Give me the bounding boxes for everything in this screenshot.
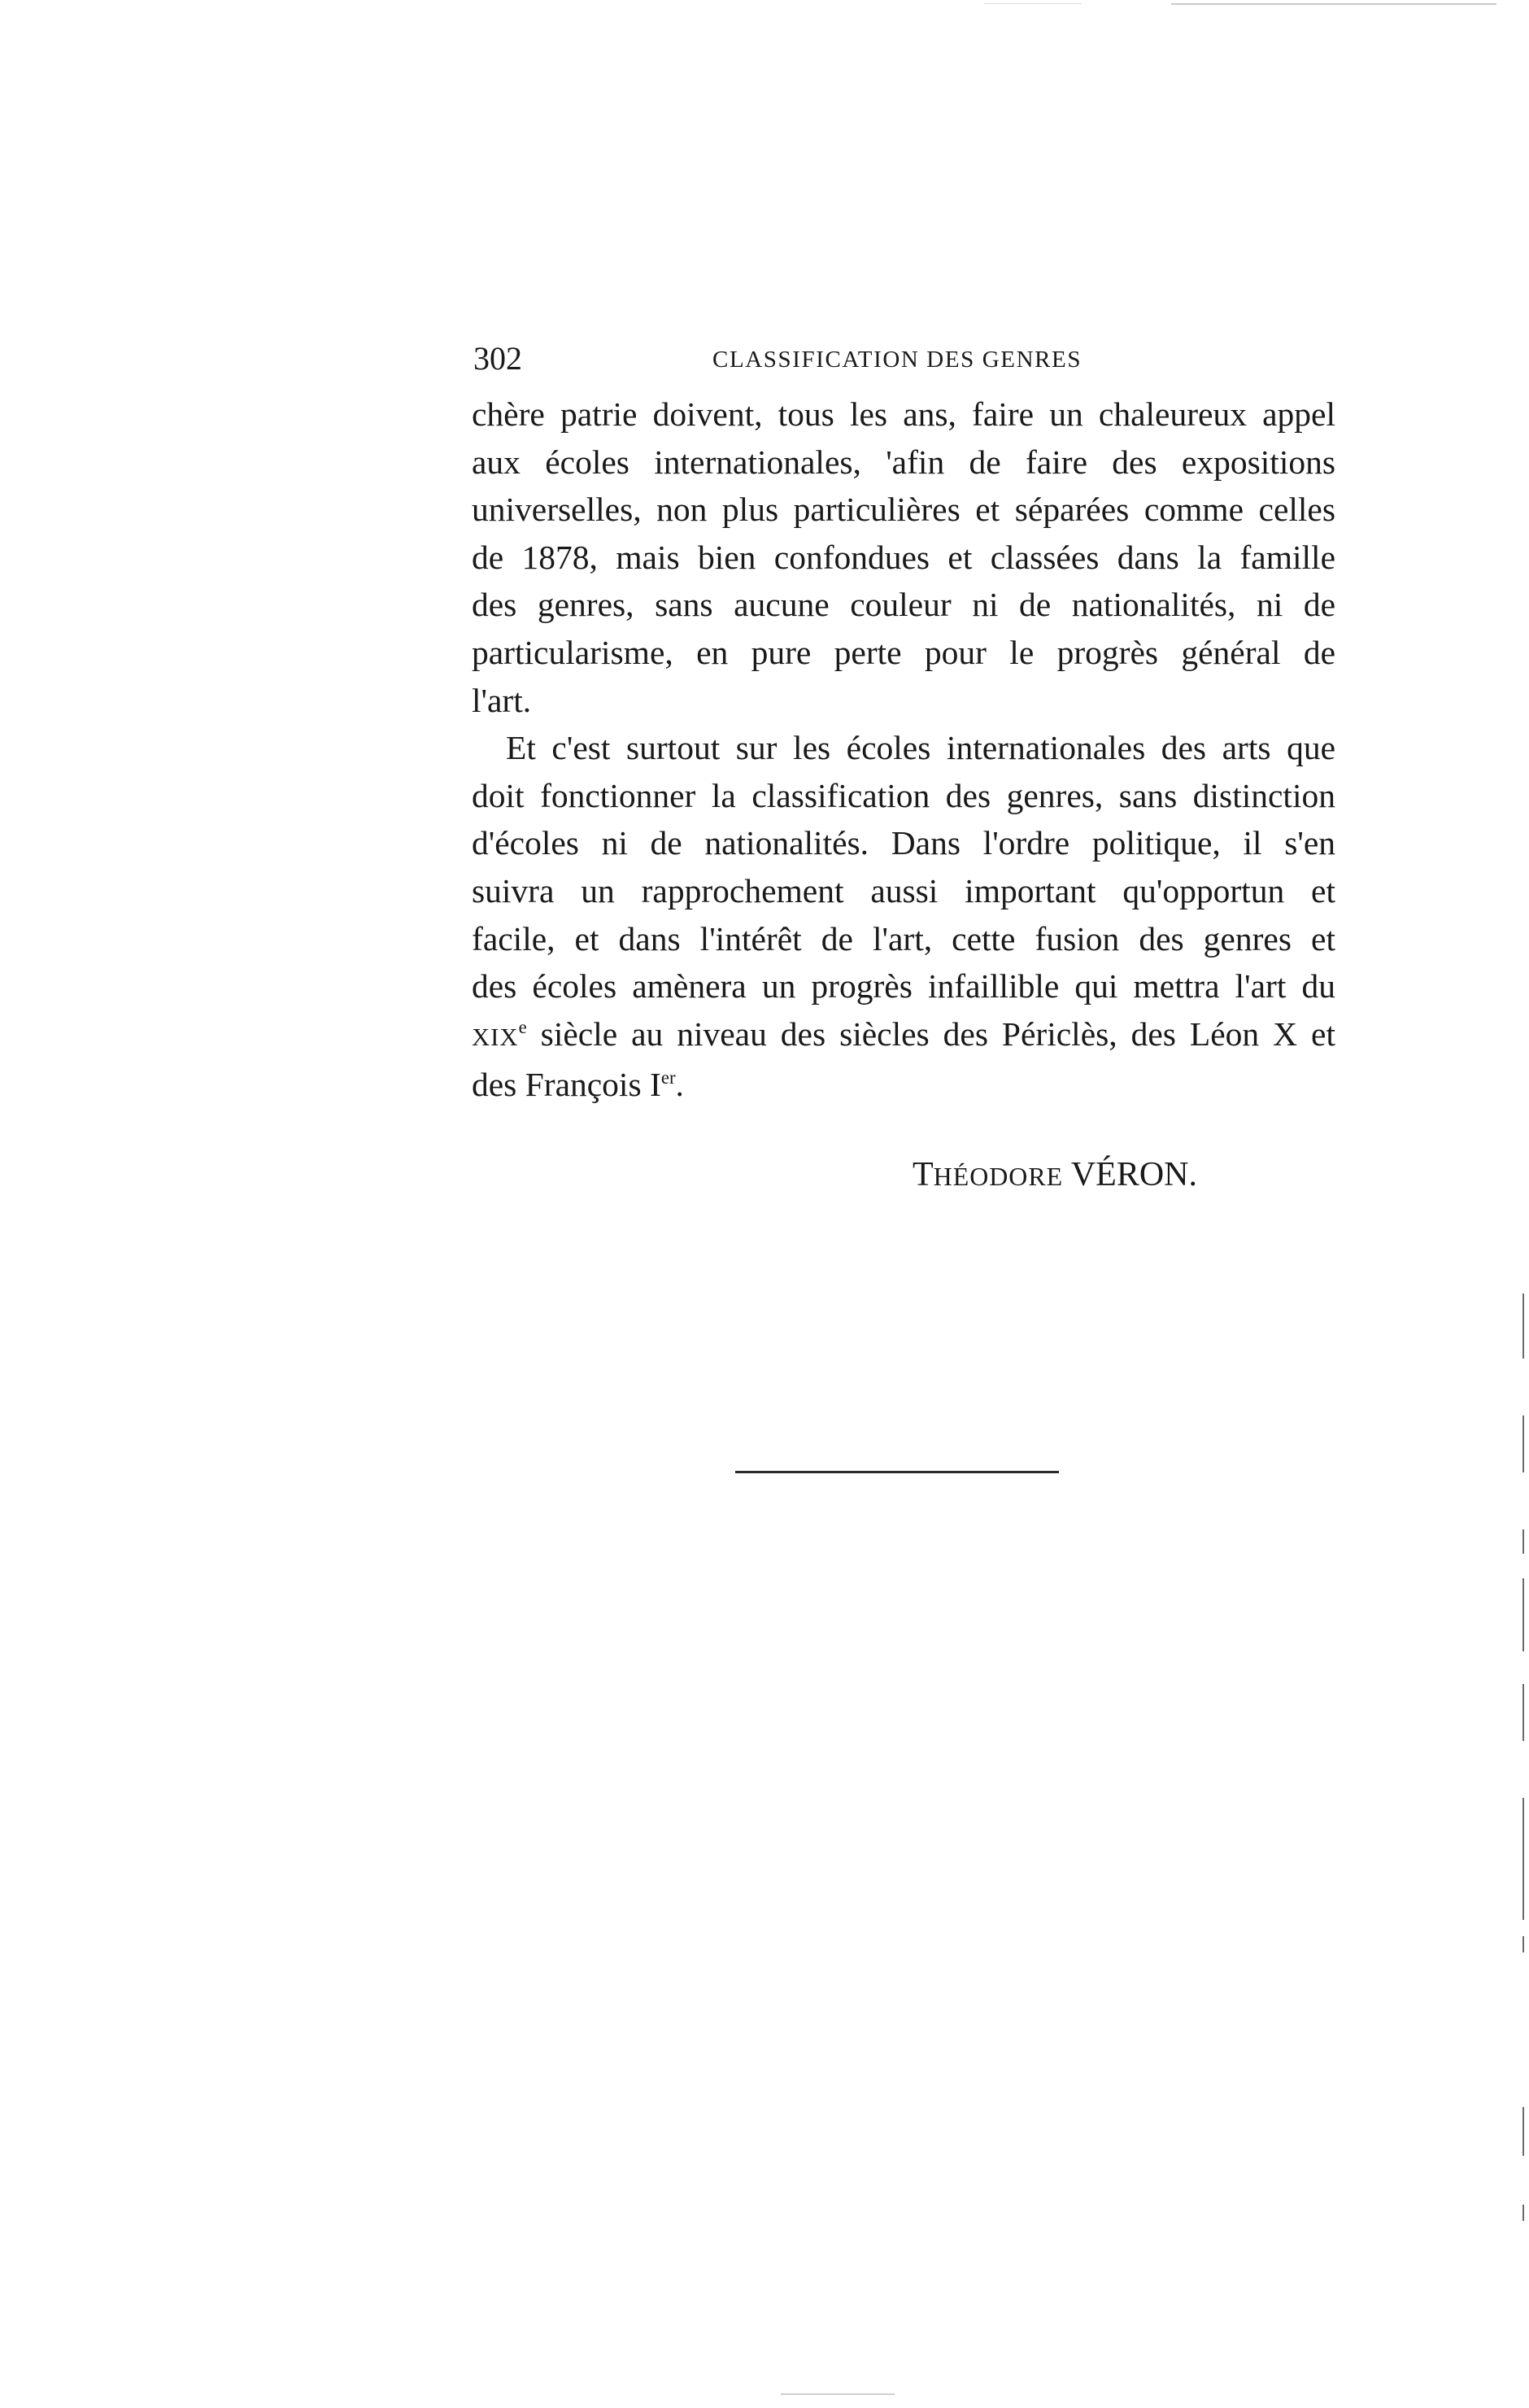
text-line: facile, et dans l'intérêt de l'art, cette fusion des genres et — [472, 919, 1335, 958]
scan-edge-marks — [1522, 1293, 1526, 2270]
text-fragment: siècle au niveau des siècles des Périclès, des Léon X et — [526, 1014, 1335, 1053]
signature-first-name: HÉODORE — [933, 1163, 1064, 1191]
century-numeral: XIX — [472, 1023, 519, 1051]
text-line: d'écoles ni de nationalités. Dans l'ordre politique, il s'en — [472, 824, 1335, 862]
paragraph — [472, 724, 1335, 1109]
text-line: Et c'est surtout sur les écoles internationales des arts que — [506, 729, 1335, 767]
superscript: e — [518, 1016, 527, 1037]
signature-initial: T — [913, 1156, 934, 1193]
text-line: suivra un rapprochement aussi important qu'opportun et — [472, 871, 1335, 910]
running-title: CLASSIFICATION DES GENRES — [712, 347, 1082, 373]
superscript: er — [660, 1067, 676, 1088]
text-line: de 1878, mais bien confondues et classées dans la famille — [472, 538, 1335, 576]
signature-surname: VÉRON. — [1070, 1156, 1198, 1193]
text-line — [472, 1010, 1335, 1062]
text-line: des genres, sans aucune couleur ni de nationalités, ni de — [472, 586, 1335, 624]
text-line — [472, 1061, 1335, 1109]
text-line: doit fonctionner la classification des genres, sans distinction — [472, 776, 1335, 814]
scan-artifact — [1171, 3, 1496, 5]
scan-artifact — [984, 3, 1082, 4]
text-fragment: des François I — [472, 1066, 661, 1104]
end-rule — [735, 1471, 1059, 1473]
running-head — [473, 338, 1335, 379]
scan-artifact — [781, 2393, 895, 2395]
text-line: universelles, non plus particulières et séparées comme celles — [472, 491, 1335, 529]
author-signature — [913, 1150, 1197, 1202]
body-text — [472, 390, 1335, 1109]
text-fragment: . — [675, 1066, 684, 1104]
text-line: aux écoles internationales, 'afin de faire des expositions — [472, 443, 1335, 481]
paragraph — [472, 390, 1335, 724]
page-number: 302 — [473, 340, 522, 377]
text-line: l'art. — [472, 681, 532, 719]
text-line: particularisme, en pure perte pour le progrès général de — [472, 633, 1335, 671]
text-line: des écoles amènera un progrès infaillible qui mettra l'art du — [472, 967, 1335, 1006]
text-line: chère patrie doivent, tous les ans, faire un chaleureux appel — [472, 395, 1335, 433]
